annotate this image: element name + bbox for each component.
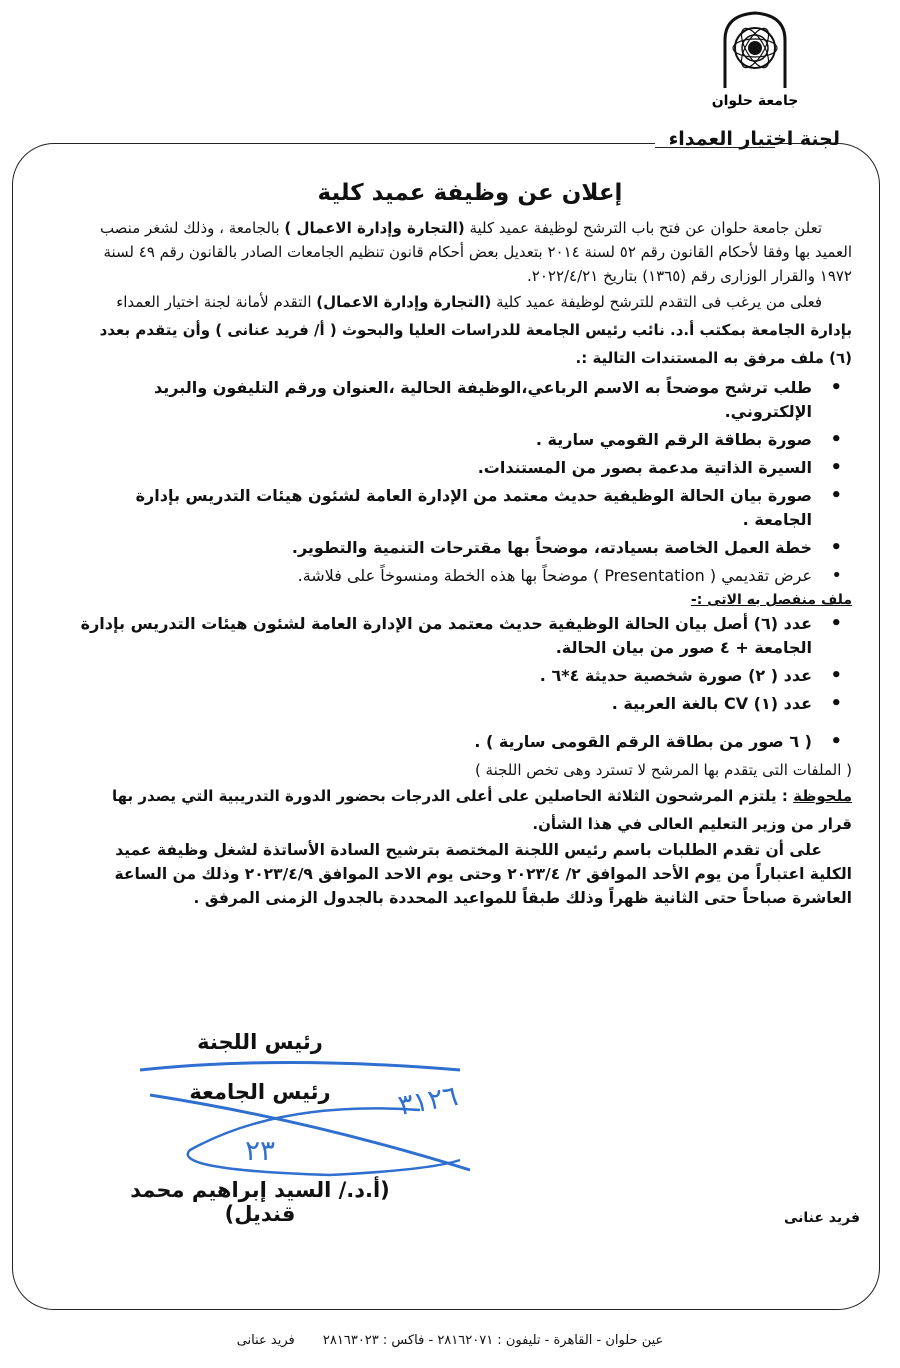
apply-text-3: وأن يتقدم بعدد (٦) ملف مرفق به المستندات التالية :. — [99, 321, 852, 367]
list-item: • عدد ( ٢) صورة شخصية حديثة ٤*٦ . — [78, 664, 812, 688]
handwritten-number-1: ٣١٢٦ — [395, 1078, 461, 1122]
separate-file-list — [78, 612, 852, 754]
list-item: • طلب ترشح موضحاً به الاسم الرباعي،الوظيفة الحالية ،العنوان ورقم التليفون والبريد الإلكتروني. — [78, 376, 812, 424]
list-item: • صورة بيان الحالة الوظيفية حديث معتمد من الإدارة العامة لشئون هيئات التدريس بإدارة الجامعة . — [78, 484, 812, 532]
prepared-by: فريد عنانى — [783, 1210, 860, 1226]
intro-paragraph — [78, 216, 852, 288]
intro-text-2: بالجامعة ، وذلك لشغر منصب العميد بها وفقا لأحكام القانون رقم ٥٢ لسنة ٢٠١٤ بتعديل بعض أحكام قانون تنظيم الجامعات الصادر بالقانون رقم ٤٩ لسنة ١٩٧٢ والقرار الوزارى رقم (١٣٦٥) بتاريخ ٢٠٢٢/٤/٢١. — [99, 219, 852, 285]
announcement-title: إعلان عن وظيفة عميد كلية — [317, 180, 623, 206]
apply-text-2: التقدم لأمانة لجنة اختيار العمداء — [116, 293, 317, 311]
list-item: • ( ٦ صور من بطاقة الرقم القومى سارية ) . — [78, 730, 812, 754]
list-item: • عرض تقديمي ( Presentation ) موضحاً بها هذه الخطة ومنسوخاً على فلاشة. — [78, 564, 812, 588]
intro-text-1: تعلن جامعة حلوان عن فتح باب الترشح لوظيفة عميد كلية — [464, 219, 822, 237]
announcement-body — [78, 180, 852, 910]
university-president-title: رئيس الجامعة — [189, 1080, 331, 1104]
university-logo — [710, 10, 800, 110]
handwritten-number-2: ٢٣ — [245, 1134, 276, 1167]
faculty-name-2: (التجارة وإدارة الاعمال) — [316, 293, 492, 311]
list-item: • صورة بطاقة الرقم القومي سارية . — [78, 428, 812, 452]
application-paragraph — [78, 288, 852, 372]
footer-name: فريد عنانى — [236, 1333, 295, 1348]
contact-person: ( أ/ فريد عنانى ) — [210, 321, 342, 339]
separate-file-heading: ملف منفصل به الاتى :- — [690, 592, 852, 608]
handwritten-signature — [130, 1060, 490, 1180]
note-paragraph — [78, 782, 852, 838]
note-label: ملحوظة — [793, 787, 852, 805]
note-text: : يلتزم المرشحون الثلاثة الحاصلين على أعلى الدرجات بحضور الدورة التدريبية التي يصدر بها قرار من وزير التعليم العالى في هذا الشأن. — [111, 787, 852, 833]
list-item: • عدد (١) CV بالغة العربية . — [78, 692, 812, 716]
footer-address: عين حلوان - القاهرة - تليفون : ٢٨١٦٢٠٧١ - فاكس : ٢٨١٦٣٠٢٣ — [322, 1333, 664, 1348]
list-item: • عدد (٦) أصل بيان الحالة الوظيفية حديث معتمد من الإدارة العامة لشئون هيئات التدريس بإدارة الجامعة + ٤ صور من بيان الحالة. — [78, 612, 812, 660]
required-documents-list — [78, 376, 852, 588]
committee-name: لجنة اختيار العمداء — [668, 128, 840, 150]
apply-text-1: فعلى من يرغب فى التقدم للترشح لوظيفة عميد كلية — [491, 293, 822, 311]
office-location: بإدارة الجامعة بمكتب أ.د. نائب رئيس الجامعة للدراسات العليا والبحوث — [341, 321, 852, 339]
footer — [0, 1333, 900, 1348]
committee-head-title: رئيس اللجنة — [197, 1030, 323, 1054]
logo-text: جامعة حلوان — [711, 93, 799, 109]
list-item: • خطة العمل الخاصة بسيادته، موضحاً بها مقترحات التنمية والتطوير. — [78, 536, 812, 560]
submission-paragraph: على أن تقدم الطلبات باسم رئيس اللجنة المختصة بترشيح السادة الأساتذة لشغل وظيفة عميد الكلية اعتباراً من يوم الأحد الموافق ٢/ ٢٠٢٣/٤ وحتى يوم الاحد الموافق ٢٠٢٣/٤/٩ وذلك من الساعة العاشرة صباحاً حتى الثانية ظهراً وذلك طبقاً للمواعيد المحددة بالجدول الزمنى المرفق . — [114, 841, 852, 907]
non-returnable-note: ( الملفات التى يتقدم بها المرشح لا تسترد وهى تخص اللجنة ) — [474, 761, 852, 779]
list-item: • السيرة الذاتية مدعمة بصور من المستندات. — [78, 456, 812, 480]
faculty-name: (التجارة وإدارة الاعمال ) — [284, 219, 465, 237]
president-name: (أ.د./ السيد إبراهيم محمد قنديل) — [130, 1178, 390, 1226]
